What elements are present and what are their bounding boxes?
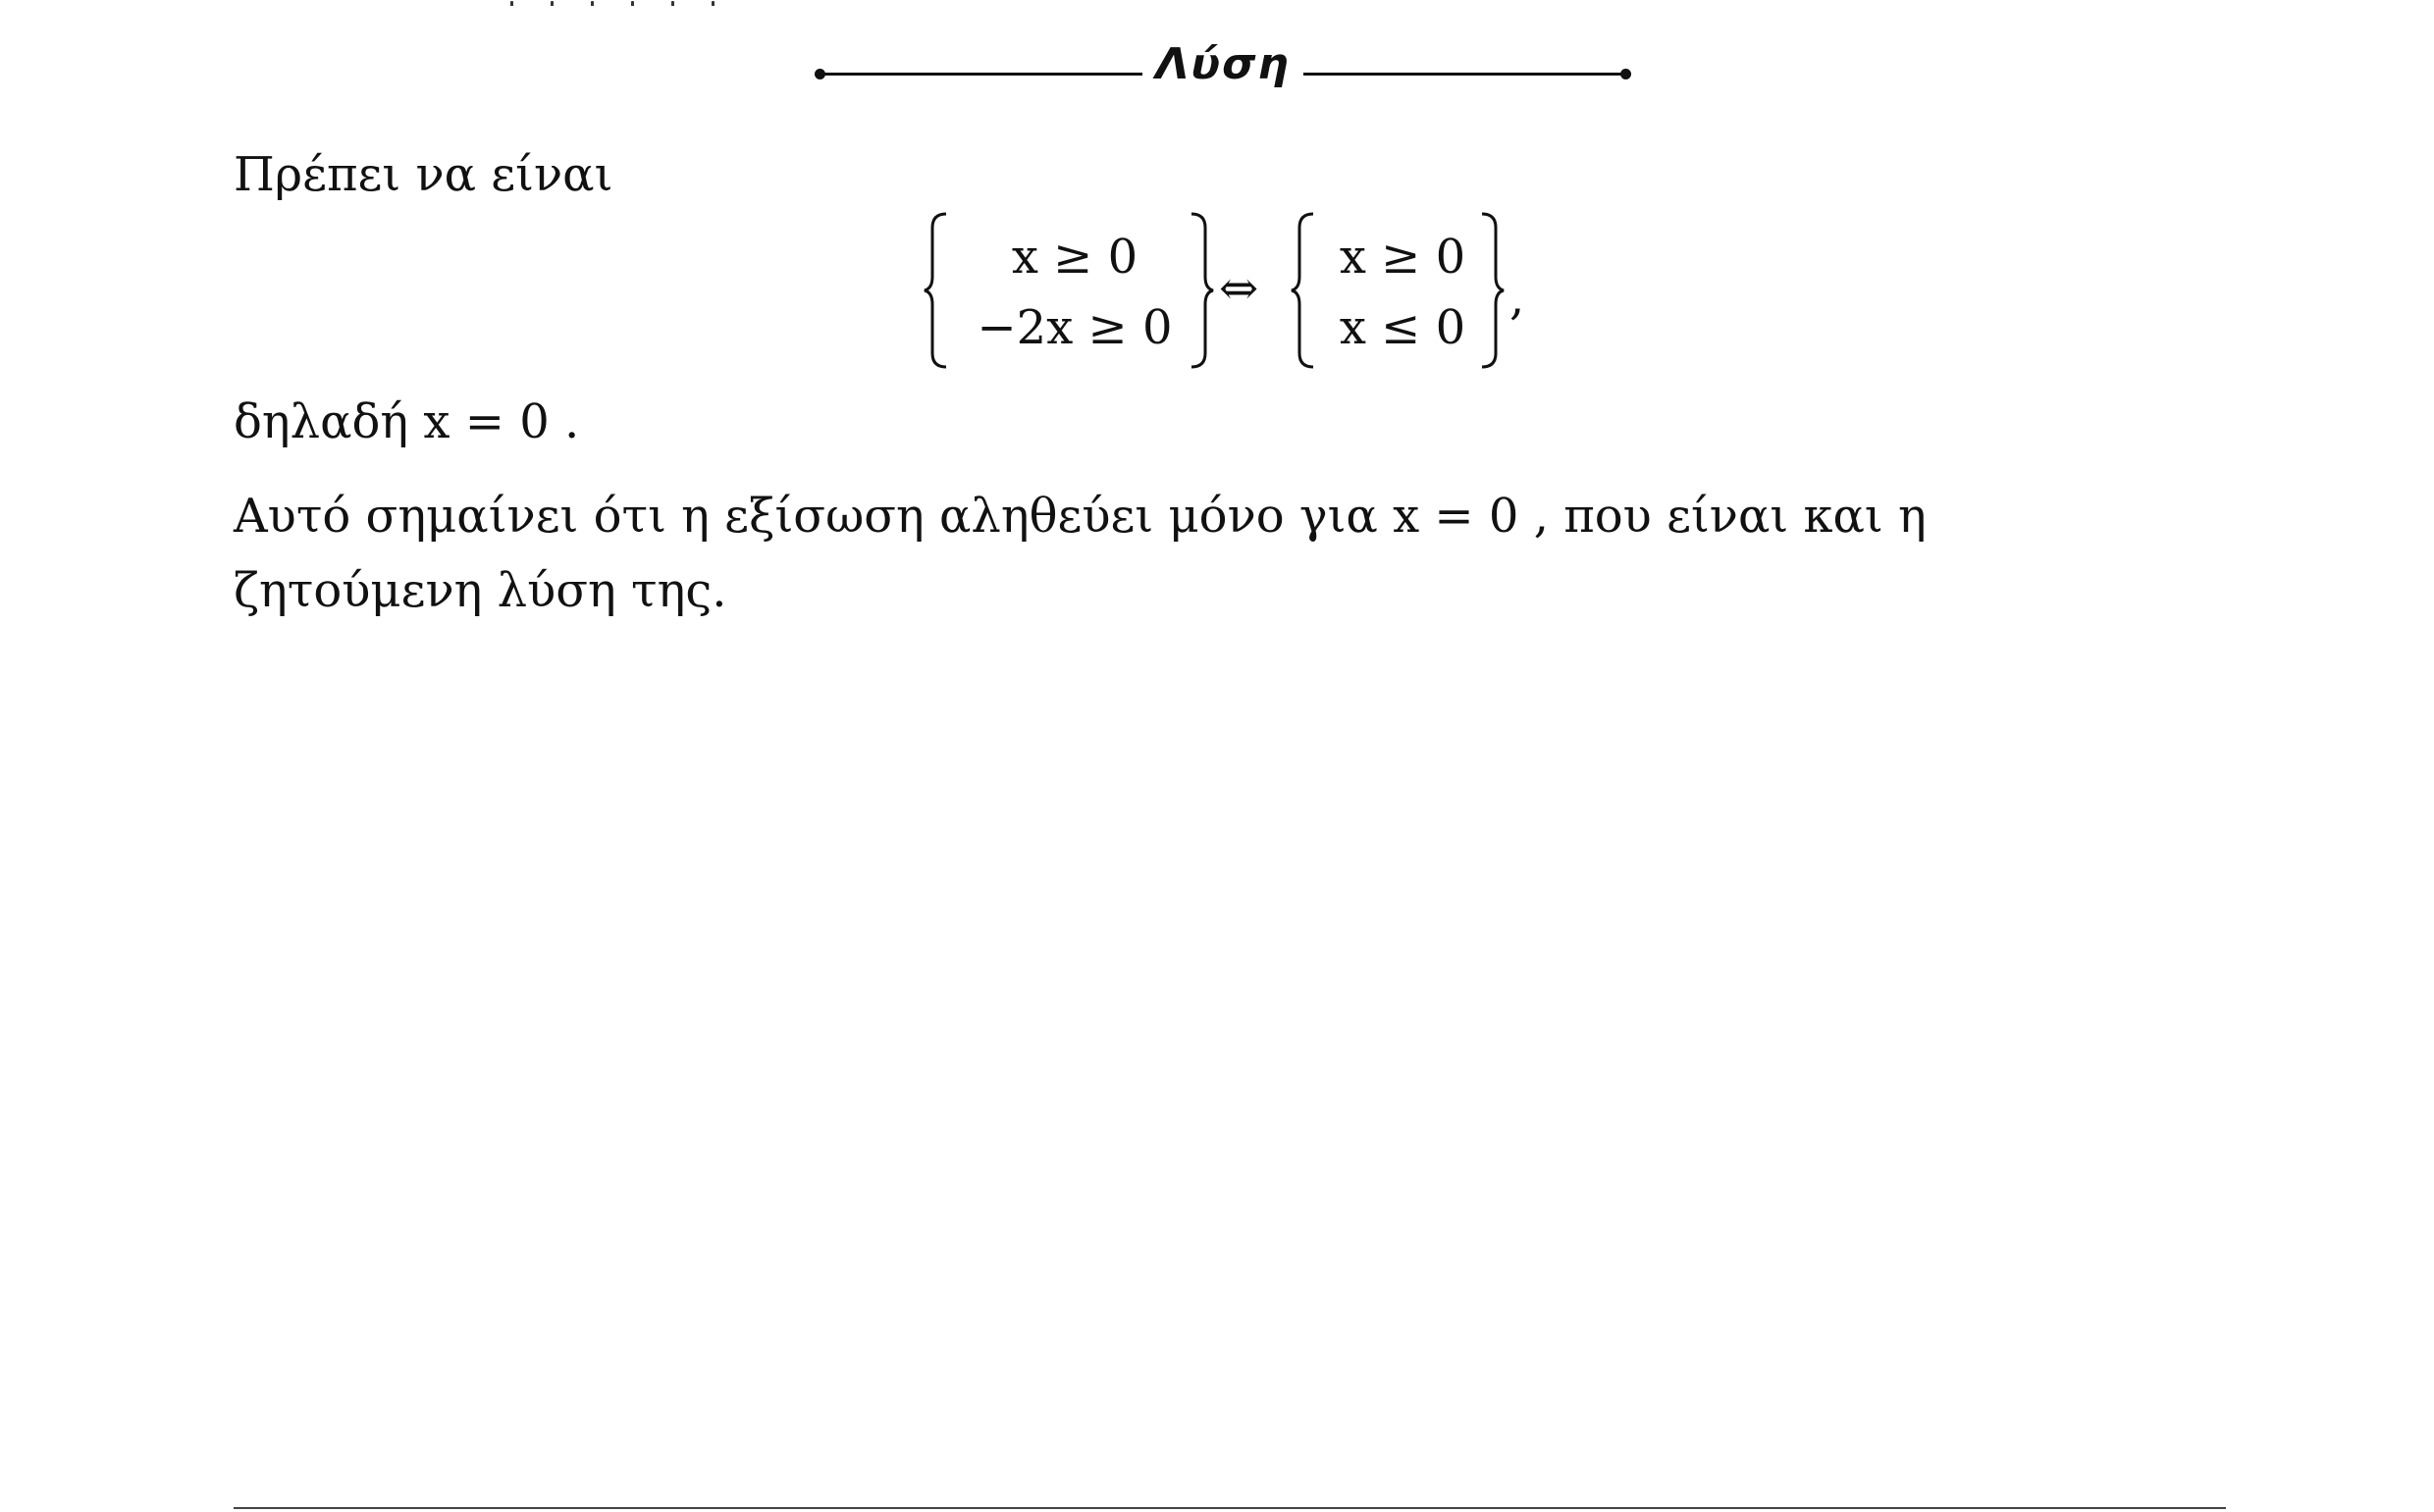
left-open-brace (923, 212, 950, 369)
heading-title: Λύση (1155, 39, 1291, 89)
right-open-brace (1290, 212, 1317, 369)
cropped-previous-line (510, 0, 805, 6)
left-system-row-2: −2x ≥ 0 (977, 300, 1173, 355)
equivalence-symbol: ⇔ (1219, 261, 1259, 316)
right-system-row-1: x ≥ 0 (1339, 230, 1466, 285)
footer-rule (234, 1507, 2226, 1509)
right-close-brace (1478, 212, 1506, 369)
left-system-row-1: x ≥ 0 (1011, 230, 1138, 285)
conclusion-paragraph: Αυτό σημαίνει ότι η εξίσωση αληθεύει μόνο για x = 0 , που είναι και η ζητούμενη λύση της. (234, 489, 1927, 618)
system-trailing-comma: , (1509, 271, 1525, 326)
intro-paragraph: Πρέπει να είναι (234, 147, 613, 202)
left-close-brace (1188, 212, 1215, 369)
inequality-system (923, 208, 1551, 375)
right-system-row-2: x ≤ 0 (1339, 300, 1466, 355)
section-heading (815, 39, 1639, 108)
heading-right-dot (1620, 69, 1631, 79)
result-paragraph: δηλαδή x = 0 . (234, 394, 580, 449)
heading-left-rule (820, 73, 1142, 76)
heading-right-rule (1303, 73, 1625, 76)
